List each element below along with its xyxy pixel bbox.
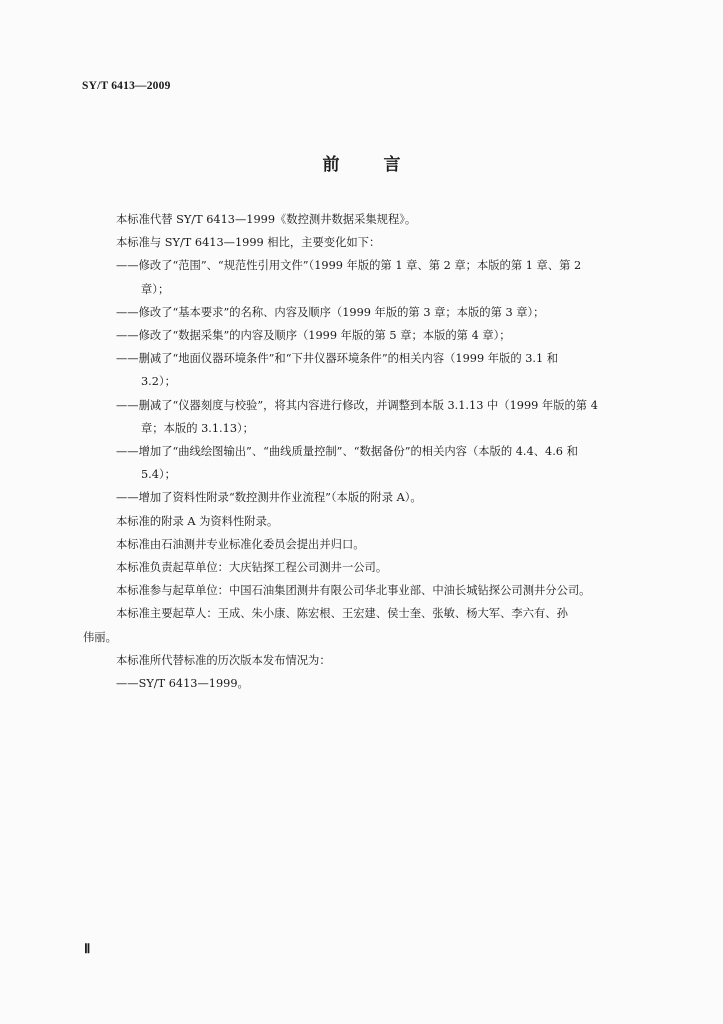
authors-line-2: 伟丽。 [83, 630, 117, 644]
change-item-text: ——修改了“数据采集”的内容及顺序（1999 年版的第 5 章；本版的第 4 章）； [116, 329, 511, 343]
standard-code: SY/T 6413—2009 [82, 80, 171, 92]
paragraph-lead-drafter: 本标准负责起草单位：大庆钻探工程公司测井一公司。 [116, 561, 388, 575]
paragraph-history-intro: 本标准所代替标准的历次版本发布情况为： [116, 653, 331, 667]
change-item-text: ——增加了资料性附录“数控测井作业流程”（本版的附录 A）。 [116, 491, 422, 505]
authors-line-1: 本标准主要起草人：王成、朱小康、陈宏根、王宏建、侯士奎、张敏、杨大军、李六有、孙 [116, 607, 568, 621]
page-number: Ⅱ [84, 941, 91, 956]
change-item-continuation: 3.2）； [141, 375, 176, 389]
paragraph-appendix: 本标准的附录 A 为资料性附录。 [116, 514, 279, 528]
change-item-continuation: 章；本版的 3.1.13）； [141, 421, 254, 435]
change-item-text: ——修改了“范围”、“规范性引用文件”（1999 年版的第 1 章、第 2 章；本版的第 1 章、第 2 [116, 259, 582, 273]
change-item [83, 440, 657, 486]
change-item [83, 254, 657, 300]
paragraph-participating-drafters: 本标准参与起草单位：中国石油集团测井有限公司华北事业部、中油长城钻探公司测井分公司。 [116, 584, 591, 598]
paragraph-changes-intro: 本标准与 SY/T 6413—1999 相比，主要变化如下： [116, 236, 381, 250]
change-item-text: ——修改了“基本要求”的名称、内容及顺序（1999 年版的第 3 章；本版的第 3 章）； [116, 305, 545, 319]
title-char-2: 言 [383, 155, 401, 175]
paragraph-history-item: ——SY/T 6413—1999。 [116, 677, 249, 691]
change-item-text: ——删减了“地面仪器环境条件”和“下井仪器环境条件”的相关内容（1999 年版的 3.1 和 [116, 352, 559, 366]
change-item [83, 301, 657, 324]
change-item-continuation: 章）； [141, 282, 170, 296]
change-item-continuation: 5.4）； [141, 468, 176, 482]
change-item [83, 486, 657, 509]
paragraph-authors [83, 602, 657, 648]
paragraph-proposer: 本标准由石油测井专业标准化委员会提出并归口。 [116, 537, 365, 551]
change-item [83, 347, 657, 393]
paragraph-replaces: 本标准代替 SY/T 6413—1999《数控测井数据采集规程》。 [116, 213, 417, 226]
change-item [83, 324, 657, 347]
foreword-body [83, 208, 657, 695]
title-char-1: 前 [322, 155, 340, 175]
change-item-text: ——增加了“曲线绘图输出”、“曲线质量控制”、“数据备份”的相关内容（本版的 4.4、4.6 和 [116, 445, 578, 459]
change-item [83, 394, 657, 440]
page-title [0, 150, 723, 175]
change-item-text: ——删减了“仪器刻度与校验”，将其内容进行修改，并调整到本版 3.1.13 中（1999 年版的第 4 [116, 398, 598, 412]
